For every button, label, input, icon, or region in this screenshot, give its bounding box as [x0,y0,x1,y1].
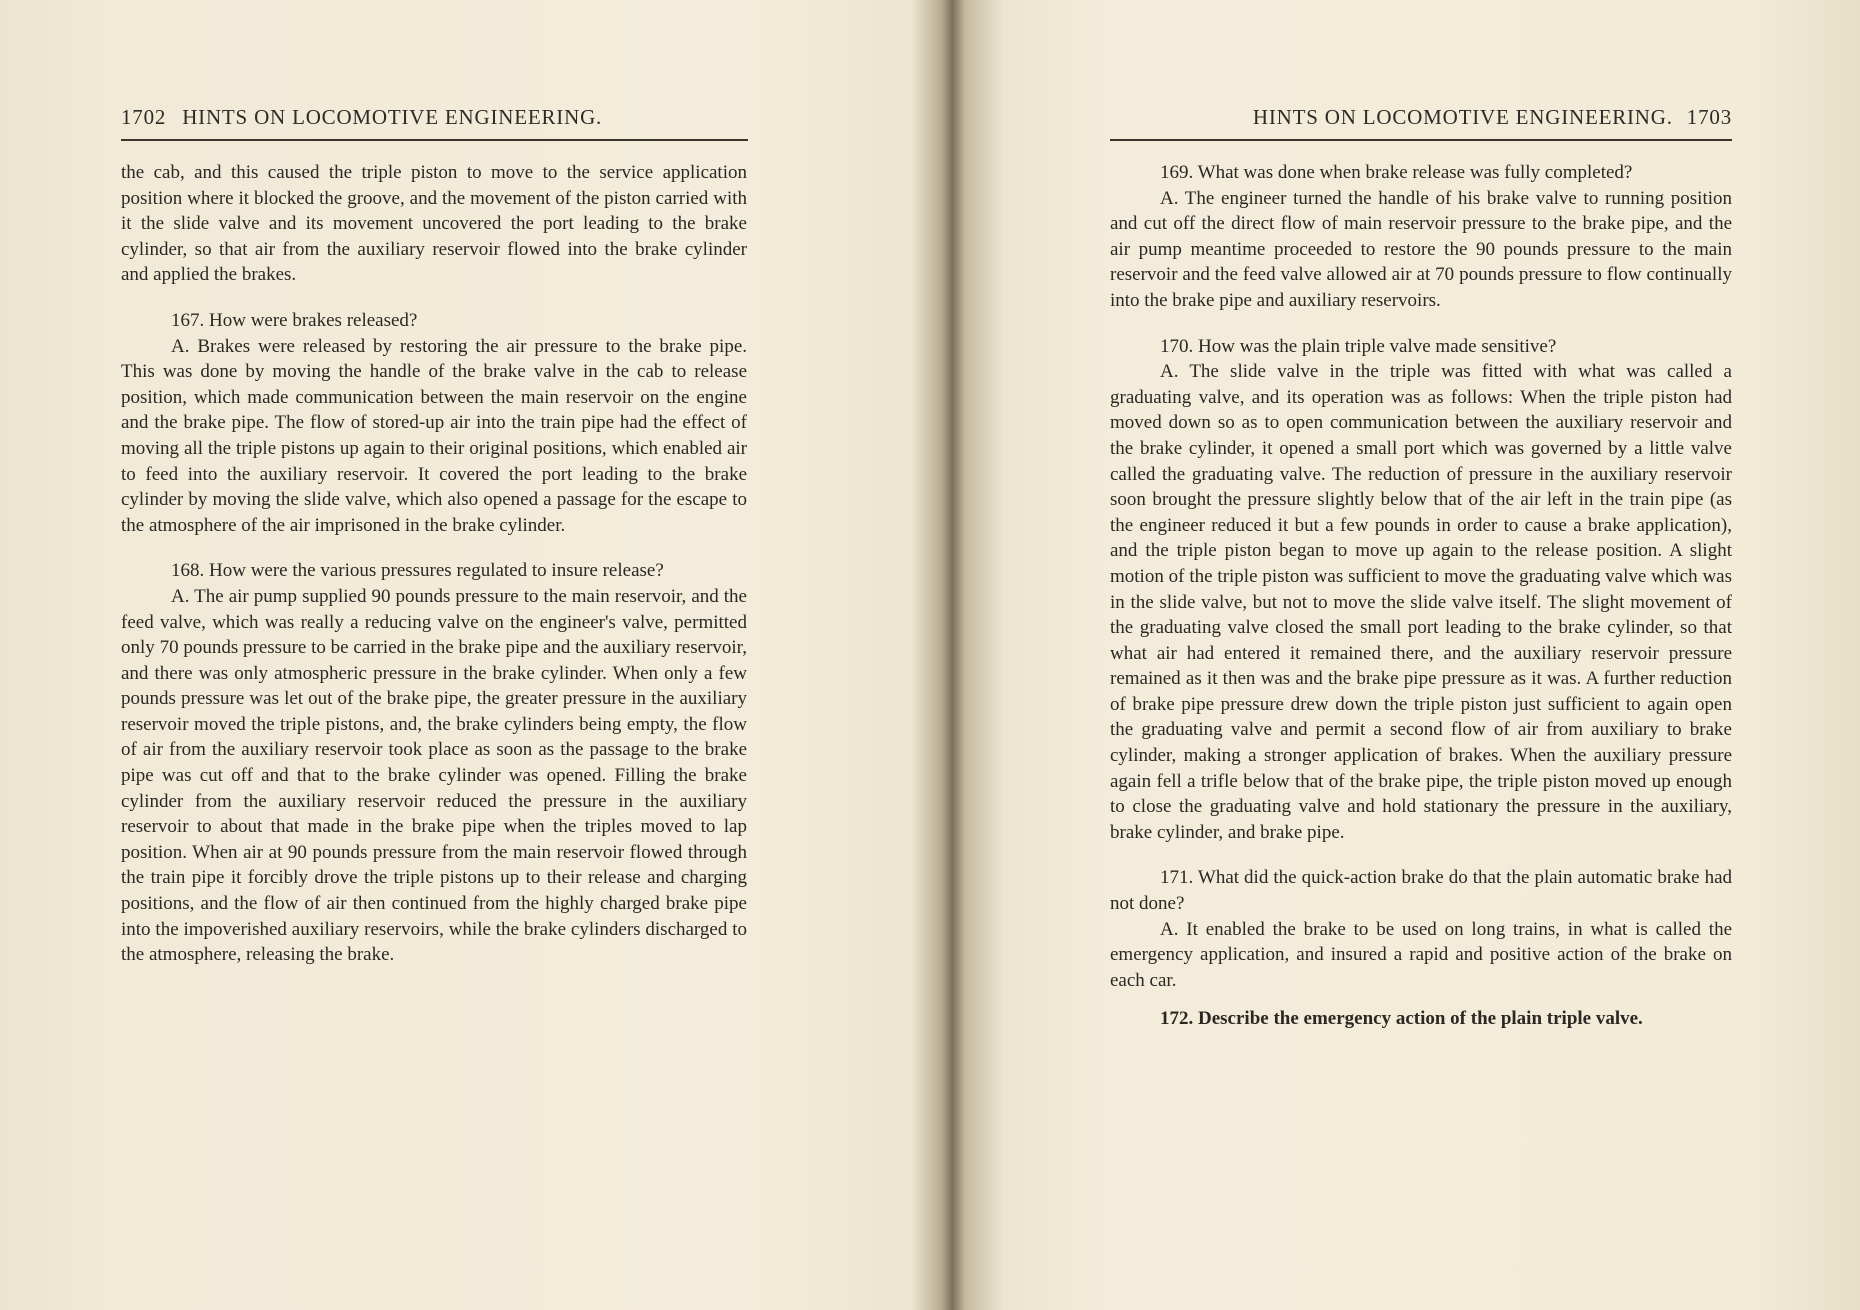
left-running-head-title: HINTS ON LOCOMOTIVE ENGINEERING. [182,105,603,129]
answer-170: A. The slide valve in the triple was fitted with what was called a graduating valve, and its operation was as follows: When the triple piston had moved down so as to open communication between the auxiliary reservoir and the brake cylinder, it opened a small port which was governed by a little valve called the graduating valve. The reduction of pressure in the auxiliary reservoir soon brought the pressure slightly below that of the air left in the train pipe (as the engineer reduced it but a few pounds in order to cause a brake application), and the triple piston began to move up again to the release position. A slight motion of the triple piston was sufficient to move the graduating valve which was in the slide valve, but not to move the slide valve itself. The slight movement of the graduating valve closed the small port leading to the brake cylinder, so that what air had entered it remained there, and the auxiliary reservoir pressure remained as it then was and the brake pipe pressure as it was. A further reduction of brake pipe pressure drew down the triple piston just sufficient to again open the graduating valve and permit a second flow of air from auxiliary to brake cylinder, making a stronger application of brakes. When the auxiliary pressure again fell a trifle below that of the brake pipe, the triple piston moved up enough to close the graduating valve and hold stationary the pressure in the auxiliary, brake cylinder, and brake pipe. [1110,361,1732,843]
right-page [930,0,1860,1310]
left-header-rule [121,139,748,141]
right-running-head-title: HINTS ON LOCOMOTIVE ENGINEERING. [1252,105,1673,129]
question-171: 171. What did the quick-action brake do that the plain automatic brake had not done? [1110,867,1732,915]
answer-171: A. It enabled the brake to be used on long trains, in what is called the emergency application, and insured a rapid and positive action of the brake on each car. [1110,918,1732,991]
question-170: 170. How was the plain triple valve made sensitive? [1160,335,1557,357]
answer-169: A. The engineer turned the handle of his brake valve to running position and cut off the direct flow of main reservoir pressure to the brake pipe, and the air pump meantime proceeded to restore the 90 pounds pressure to the main reservoir and the feed valve allowed air at 70 pounds pressure to flow continually into the brake pipe and auxiliary reservoirs. [1110,187,1732,311]
left-page-body [121,160,747,968]
right-running-header [1112,105,1732,130]
left-running-header [121,105,746,130]
question-168: 168. How were the various pressures regulated to insure release? [171,560,664,582]
answer-168: A. The air pump supplied 90 pounds pressure to the main reservoir, and the feed valve, which was really a reducing valve on the engineer's valve, permitted only 70 pounds pressure to be carried in the brake pipe and the auxiliary reservoir, and there was only atmospheric pressure in the brake cylinder. When only a few pounds pressure was let out of the brake pipe, the greater pressure in the auxiliary reservoir moved the triple pistons, and, the brake cylinders being empty, the flow of air from the auxiliary reservoir took place as soon as the passage to the brake pipe was cut off and that to the brake cylinder was opened. Filling the brake cylinder from the auxiliary reservoir reduced the pressure in the auxiliary reservoir to about that made in the brake pipe when the triples moved to lap position. When air at 90 pounds pressure from the main reservoir flowed through the train pipe it forcibly drove the triple pistons up to their release and charging positions, and the flow of air then continued from the highly charged brake pipe into the impoverished auxiliary reservoirs, while the brake cylinders discharged to the atmosphere, releasing the brake. [121,585,747,966]
question-167: 167. How were brakes released? [171,309,418,331]
answer-167: A. Brakes were released by restoring the air pressure to the brake pipe. This was done by moving the handle of the brake valve in the cab to release position, which made communication between the main reservoir on the engine and the brake pipe. The flow of stored-up air into the train pipe had the effect of moving all the triple pistons up again to their original positions, which enabled air to feed into the auxiliary reservoir. It covered the port leading to the brake cylinder by moving the slide valve, which also opened a passage for the escape to the atmosphere of the air imprisoned in the brake cylinder. [121,335,747,536]
right-header-rule [1110,139,1732,141]
right-page-number: 1703 [1686,105,1732,129]
question-169: 169. What was done when brake release was fully completed? [1160,162,1633,183]
paragraph-continued: the cab, and this caused the triple piston to move to the service application position where it blocked the groove, and the movement of the piston carried with it the slide valve and its movement uncovered the port leading to the brake cylinder, so that air from the auxiliary reservoir flowed into the brake cylinder and applied the brakes. [121,162,747,286]
right-page-body [1110,160,1732,1032]
left-page-number: 1702 [121,105,167,129]
question-172: 172. Describe the emergency action of the plain triple valve. [1160,1008,1643,1030]
